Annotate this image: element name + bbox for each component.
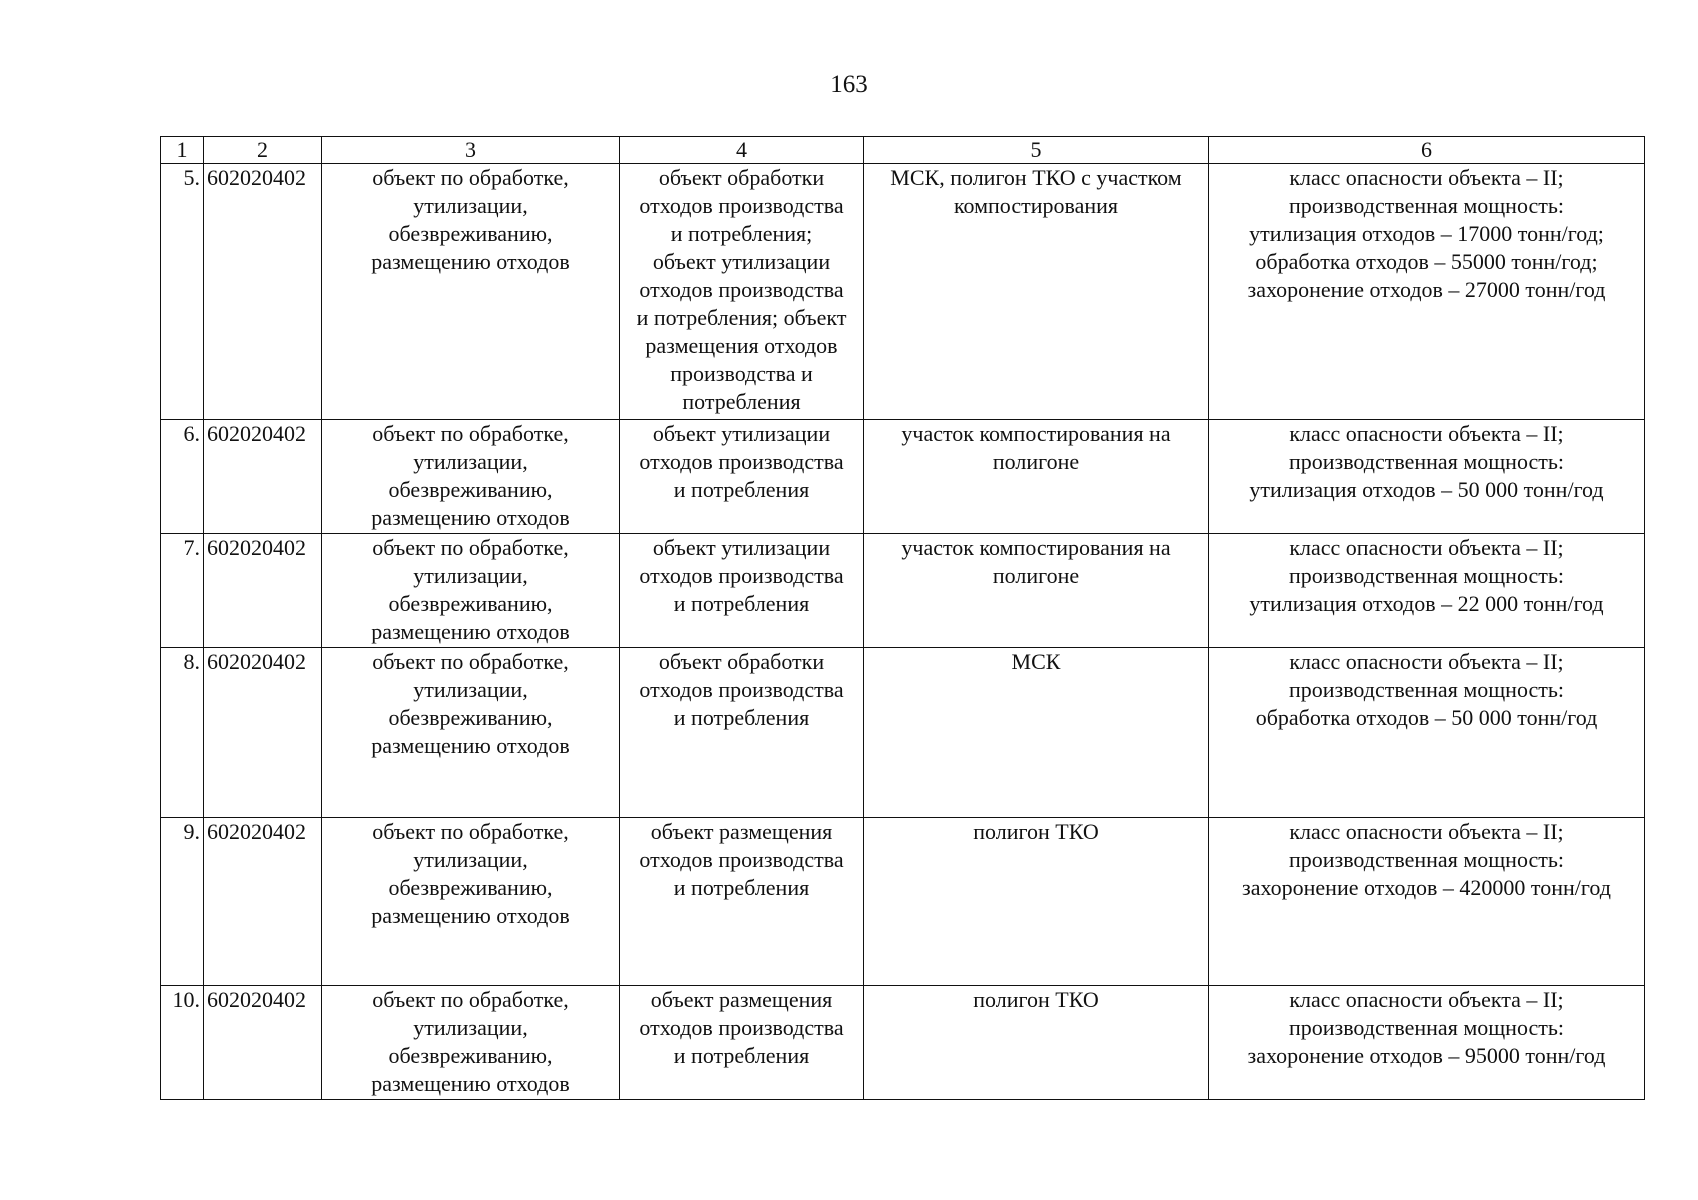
cell-line: объект обработки [658, 165, 825, 190]
cell-line: потребления [682, 389, 801, 414]
cell-line: производственная мощность: [1288, 449, 1565, 474]
cell-line: объект по обработке, [372, 421, 569, 446]
cell-line: утилизации, [413, 193, 528, 218]
row-facility [864, 420, 1209, 534]
header-col-1: 1 [161, 137, 204, 164]
row-code: 602020402 [204, 818, 322, 986]
cell-line: обезвреживанию, [388, 221, 553, 246]
cell-line: утилизация отходов – 17000 тонн/год; [1249, 221, 1604, 246]
row-characteristics [1209, 534, 1645, 648]
row-object-type [322, 818, 620, 986]
cell-line: класс опасности объекта – II; [1289, 987, 1564, 1012]
row-facility [864, 164, 1209, 420]
cell-line: и потребления [673, 477, 810, 502]
row-object-purpose [620, 164, 864, 420]
row-characteristics [1209, 648, 1645, 818]
cell-line: отходов производства [639, 847, 844, 872]
table-body [161, 164, 1645, 1100]
row-code: 602020402 [204, 420, 322, 534]
cell-line: и потребления [673, 705, 810, 730]
cell-line: захоронение отходов – 95000 тонн/год [1247, 1043, 1606, 1068]
cell-line: утилизации, [413, 847, 528, 872]
row-number: 6. [161, 420, 204, 534]
row-number: 9. [161, 818, 204, 986]
cell-line: МСК, полигон ТКО с участком [890, 165, 1182, 190]
cell-line: захоронение отходов – 27000 тонн/год [1247, 277, 1606, 302]
cell-line: производственная мощность: [1288, 563, 1565, 588]
header-col-6: 6 [1209, 137, 1645, 164]
cell-line: полигон ТКО [973, 987, 1099, 1012]
header-row [161, 137, 1645, 164]
row-object-purpose [620, 986, 864, 1100]
cell-line: и потребления [673, 591, 810, 616]
cell-line: производственная мощность: [1288, 1015, 1565, 1040]
row-number: 5. [161, 164, 204, 420]
cell-line: объект по обработке, [372, 649, 569, 674]
table-row [161, 534, 1645, 648]
cell-line: объект размещения [650, 987, 833, 1012]
cell-line: объект обработки [658, 649, 825, 674]
row-number: 8. [161, 648, 204, 818]
table-row [161, 164, 1645, 420]
row-facility [864, 534, 1209, 648]
cell-line: размещению отходов [371, 619, 570, 644]
cell-line: отходов производства [639, 677, 844, 702]
cell-line: производственная мощность: [1288, 847, 1565, 872]
cell-line: объект по обработке, [372, 165, 569, 190]
cell-line: обработка отходов – 50 000 тонн/год [1255, 705, 1598, 730]
cell-line: обезвреживанию, [388, 591, 553, 616]
cell-line: обезвреживанию, [388, 477, 553, 502]
cell-line: размещению отходов [371, 505, 570, 530]
cell-line: размещению отходов [371, 1071, 570, 1096]
cell-line: утилизации, [413, 449, 528, 474]
cell-line: полигоне [992, 449, 1080, 474]
row-characteristics [1209, 818, 1645, 986]
cell-line: класс опасности объекта – II; [1289, 819, 1564, 844]
row-object-purpose [620, 420, 864, 534]
cell-line: участок компостирования на [901, 421, 1171, 446]
table-row [161, 648, 1645, 818]
cell-line: класс опасности объекта – II; [1289, 165, 1564, 190]
cell-line: утилизации, [413, 563, 528, 588]
row-object-type [322, 534, 620, 648]
cell-line: класс опасности объекта – II; [1289, 535, 1564, 560]
table-row [161, 818, 1645, 986]
cell-line: объект размещения [650, 819, 833, 844]
cell-line: производственная мощность: [1288, 193, 1565, 218]
row-object-purpose [620, 648, 864, 818]
facilities-table [160, 136, 1645, 1100]
row-object-purpose [620, 534, 864, 648]
cell-line: компостирования [953, 193, 1119, 218]
cell-line: отходов производства [639, 277, 844, 302]
cell-line: производственная мощность: [1288, 677, 1565, 702]
row-code: 602020402 [204, 986, 322, 1100]
row-object-type [322, 648, 620, 818]
cell-line: производства и [670, 361, 813, 386]
row-characteristics [1209, 164, 1645, 420]
row-object-type [322, 986, 620, 1100]
row-facility [864, 818, 1209, 986]
cell-line: утилизации, [413, 677, 528, 702]
header-col-4: 4 [620, 137, 864, 164]
row-characteristics [1209, 986, 1645, 1100]
cell-line: отходов производства [639, 449, 844, 474]
cell-line: размещению отходов [371, 249, 570, 274]
cell-line: объект по обработке, [372, 535, 569, 560]
row-object-purpose [620, 818, 864, 986]
cell-line: класс опасности объекта – II; [1289, 649, 1564, 674]
cell-line: объект по обработке, [372, 987, 569, 1012]
row-code: 602020402 [204, 164, 322, 420]
header-col-3: 3 [322, 137, 620, 164]
cell-line: отходов производства [639, 1015, 844, 1040]
cell-line: обезвреживанию, [388, 875, 553, 900]
row-object-type [322, 420, 620, 534]
cell-line: и потребления [673, 875, 810, 900]
cell-line: обезвреживанию, [388, 705, 553, 730]
row-code: 602020402 [204, 534, 322, 648]
row-number: 7. [161, 534, 204, 648]
row-facility [864, 986, 1209, 1100]
table-header [161, 137, 1645, 164]
header-col-2: 2 [204, 137, 322, 164]
cell-line: объект по обработке, [372, 819, 569, 844]
cell-line: полигон ТКО [973, 819, 1099, 844]
row-code: 602020402 [204, 648, 322, 818]
cell-line: размещению отходов [371, 903, 570, 928]
cell-line: и потребления; объект [636, 305, 847, 330]
cell-line: и потребления; [670, 221, 813, 246]
cell-line: участок компостирования на [901, 535, 1171, 560]
cell-line: утилизации, [413, 1015, 528, 1040]
cell-line: утилизация отходов – 50 000 тонн/год [1249, 477, 1604, 502]
cell-line: МСК [1011, 649, 1061, 674]
row-object-type [322, 164, 620, 420]
header-col-5: 5 [864, 137, 1209, 164]
cell-line: обработка отходов – 55000 тонн/год; [1255, 249, 1598, 274]
cell-line: объект утилизации [652, 249, 831, 274]
cell-line: отходов производства [639, 193, 844, 218]
cell-line: размещения отходов [645, 333, 838, 358]
table-row [161, 986, 1645, 1100]
cell-line: обезвреживанию, [388, 1043, 553, 1068]
cell-line: отходов производства [639, 563, 844, 588]
cell-line: объект утилизации [652, 421, 831, 446]
table-row [161, 420, 1645, 534]
page-number: 163 [830, 71, 868, 98]
cell-line: полигоне [992, 563, 1080, 588]
cell-line: захоронение отходов – 420000 тонн/год [1242, 875, 1611, 900]
cell-line: объект утилизации [652, 535, 831, 560]
row-number: 10. [161, 986, 204, 1100]
cell-line: утилизация отходов – 22 000 тонн/год [1249, 591, 1604, 616]
row-characteristics [1209, 420, 1645, 534]
cell-line: и потребления [673, 1043, 810, 1068]
cell-line: размещению отходов [371, 733, 570, 758]
row-facility [864, 648, 1209, 818]
cell-line: класс опасности объекта – II; [1289, 421, 1564, 446]
